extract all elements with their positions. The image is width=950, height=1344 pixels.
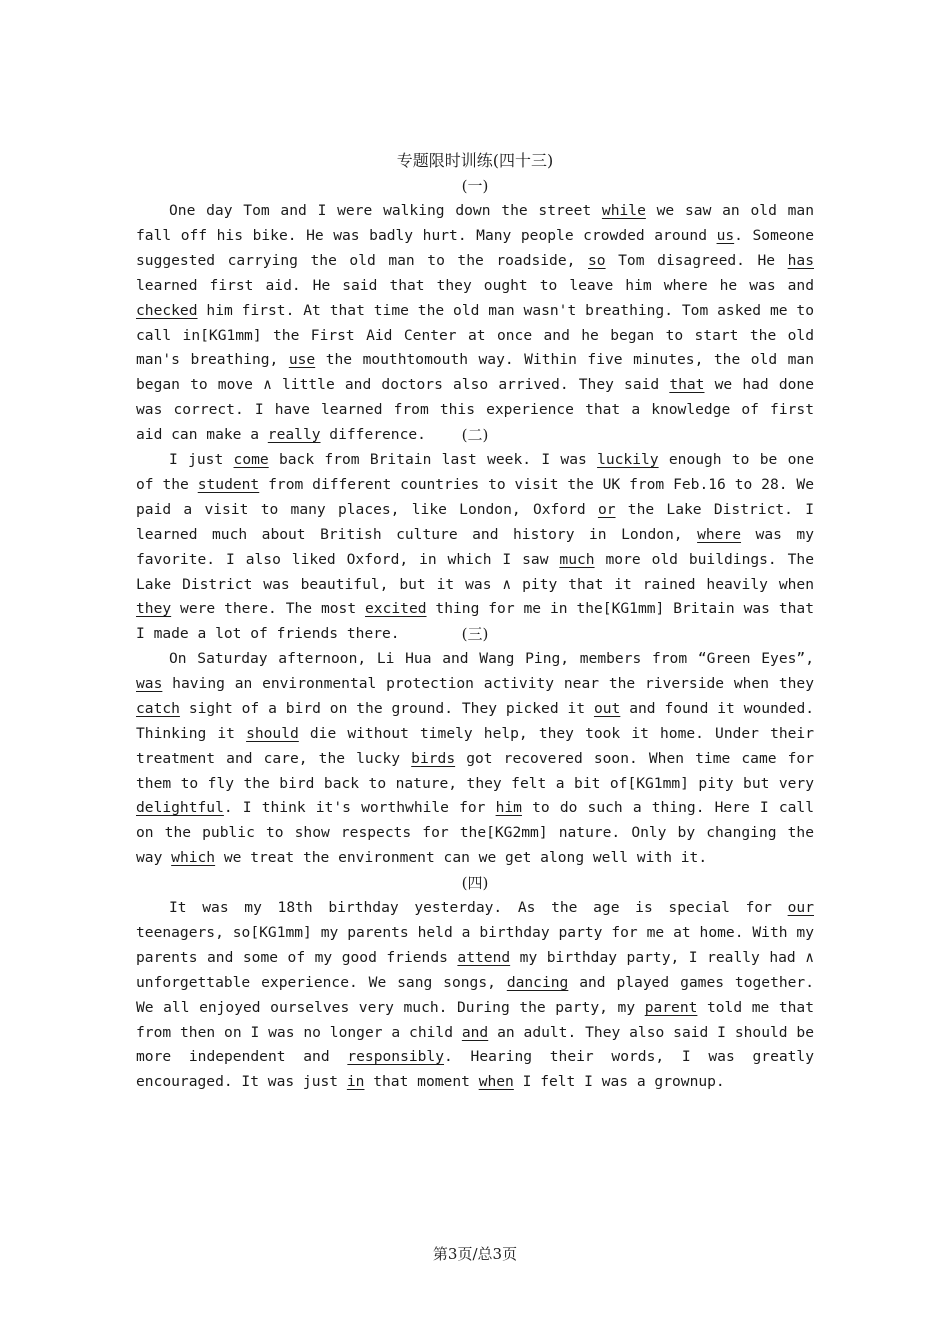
- section-heading-3: (三): [461, 625, 489, 643]
- page-title: 专题限时训练(四十三): [396, 151, 554, 170]
- passage-text: to do such a thing. Here I call on the public to show respects for the[KG2mm] nature. Only by changing the way: [136, 799, 814, 867]
- passage-text: and found it wounded. Thinking it: [136, 699, 815, 742]
- passage-text: One day Tom and I were walking down the street: [169, 202, 602, 219]
- passage-text: we saw an old man fall off his bike. He was badly hurt. Many people crowded around: [136, 202, 814, 244]
- passage-text: that moment: [364, 1073, 479, 1091]
- answer-blank: catch: [136, 699, 180, 717]
- answer-blank: that: [669, 376, 705, 394]
- answer-blank: him: [495, 799, 522, 817]
- answer-blank: dancing: [506, 973, 569, 991]
- answer-blank: delightful: [136, 799, 224, 817]
- answer-blank: has: [787, 251, 814, 269]
- passage-text: an adult. They also said I should be more independent and: [136, 1023, 814, 1066]
- passage-text: thing for me in the[KG1mm] Britain was that I made a lot of friends there.: [136, 600, 815, 643]
- answer-blank: use: [288, 351, 316, 369]
- passage-text: It was my 18th birthday yesterday. As the age is special for: [169, 899, 788, 916]
- answer-blank: responsibly: [347, 1048, 445, 1066]
- passage-text: . I think it's worthwhile for: [223, 799, 496, 817]
- answer-blank: which: [171, 849, 216, 867]
- answer-blank: luckily: [597, 451, 659, 468]
- passage-text: learned first aid. He said that they ought to leave him where he was and: [136, 276, 814, 294]
- answer-blank: in: [346, 1073, 365, 1091]
- answer-blank: was: [136, 674, 163, 692]
- passage-text: the mouthtomouth way. Within five minutes, the old man began to move ∧ little and doctors also arrived. They said: [136, 351, 814, 394]
- passage-text: teenagers, so[KG1mm] my parents held a birthday party for me at home. With my parents and some of my good friends: [136, 923, 814, 966]
- passage-2: [136, 448, 814, 647]
- passage-text: die without timely help, they took it home. Under their treatment and care, the lucky: [136, 724, 814, 767]
- section-heading-4: (四): [461, 874, 489, 892]
- answer-blank: really: [267, 426, 321, 444]
- passage-1: [136, 199, 814, 448]
- passage-text: and played games together. We all enjoyed ourselves very much. During the party, my: [136, 973, 815, 1016]
- passage-text: sight of a bird on the ground. They picked it: [179, 699, 594, 717]
- answer-blank: so: [588, 251, 606, 269]
- section-heading-1: (一): [461, 177, 489, 195]
- passage-text: him first. At that time the old man wasn't breathing. Tom asked me to call in[KG1mm] the First Aid Center at once and he began to start the old man's breathing,: [136, 301, 814, 369]
- answer-blank: parent: [644, 998, 698, 1016]
- answer-blank: should: [246, 724, 299, 742]
- answer-blank: and: [461, 1023, 489, 1041]
- answer-blank: checked: [136, 301, 198, 319]
- passage-text: got recovered soon. When time came for them to fly the bird back to nature, they felt a bit of[KG1mm] pity but very: [136, 749, 814, 792]
- answer-blank: much: [559, 550, 595, 568]
- passage-text: we treat the environment can we get along well with it.: [215, 849, 708, 867]
- passage-text: difference.: [320, 426, 426, 444]
- passage-text: . Hearing their words, I was greatly encouraged. It was just: [136, 1048, 814, 1091]
- passage-text: having an environmental protection activity near the riverside when they: [162, 674, 814, 692]
- passage-text: was my favorite. I also liked Oxford, in which I saw: [136, 525, 814, 568]
- passage-text: I just: [169, 451, 234, 468]
- answer-blank: where: [697, 525, 742, 543]
- answer-blank: attend: [457, 948, 511, 966]
- answer-blank: out: [593, 699, 621, 717]
- passage-4: [136, 896, 814, 1095]
- passage-3: [136, 647, 814, 871]
- section-heading-2: (二): [461, 426, 489, 444]
- passage-text: . Someone suggested carrying the old man to the roadside,: [136, 226, 815, 269]
- passage-text: On Saturday afternoon, Li Hua and Wang Ping, members from “Green Eyes”,: [169, 650, 814, 667]
- answer-blank: us: [716, 226, 735, 244]
- answer-blank: they: [136, 600, 172, 618]
- answer-blank: excited: [365, 600, 427, 618]
- passage-text: Tom disagreed. He: [605, 251, 788, 269]
- passage-text: more old buildings. The Lake District was beautiful, but it was ∧ pity that it rained heavily when: [136, 550, 814, 593]
- passage-text: back from Britain last week. I was: [268, 451, 598, 468]
- passage-text: my birthday party, I really had ∧ unforgettable experience. We sang songs,: [136, 948, 814, 991]
- answer-blank: come: [233, 451, 269, 468]
- passage-text: from different countries to visit the UK from Feb.16 to 28. We paid a visit to many places, like London, Oxford: [136, 475, 814, 518]
- passage-text: enough to be one of the: [136, 451, 814, 493]
- answer-blank: or: [597, 500, 616, 518]
- answer-blank: while: [601, 202, 646, 219]
- page-footer: 第3页/总3页: [432, 1245, 518, 1263]
- passage-text: were there. The most: [171, 600, 366, 618]
- answer-blank: our: [787, 899, 814, 916]
- answer-blank: birds: [411, 749, 456, 767]
- answer-blank: student: [197, 475, 260, 493]
- passage-text: we had done was correct. I have learned from this experience that a knowledge of first aid can make a: [136, 376, 814, 444]
- passage-text: told me that from then on I was no longer a child: [136, 998, 814, 1041]
- passage-text: I felt I was a grownup.: [513, 1073, 725, 1091]
- passage-text: the Lake District. I learned much about British culture and history in London,: [136, 500, 814, 543]
- answer-blank: when: [478, 1073, 514, 1091]
